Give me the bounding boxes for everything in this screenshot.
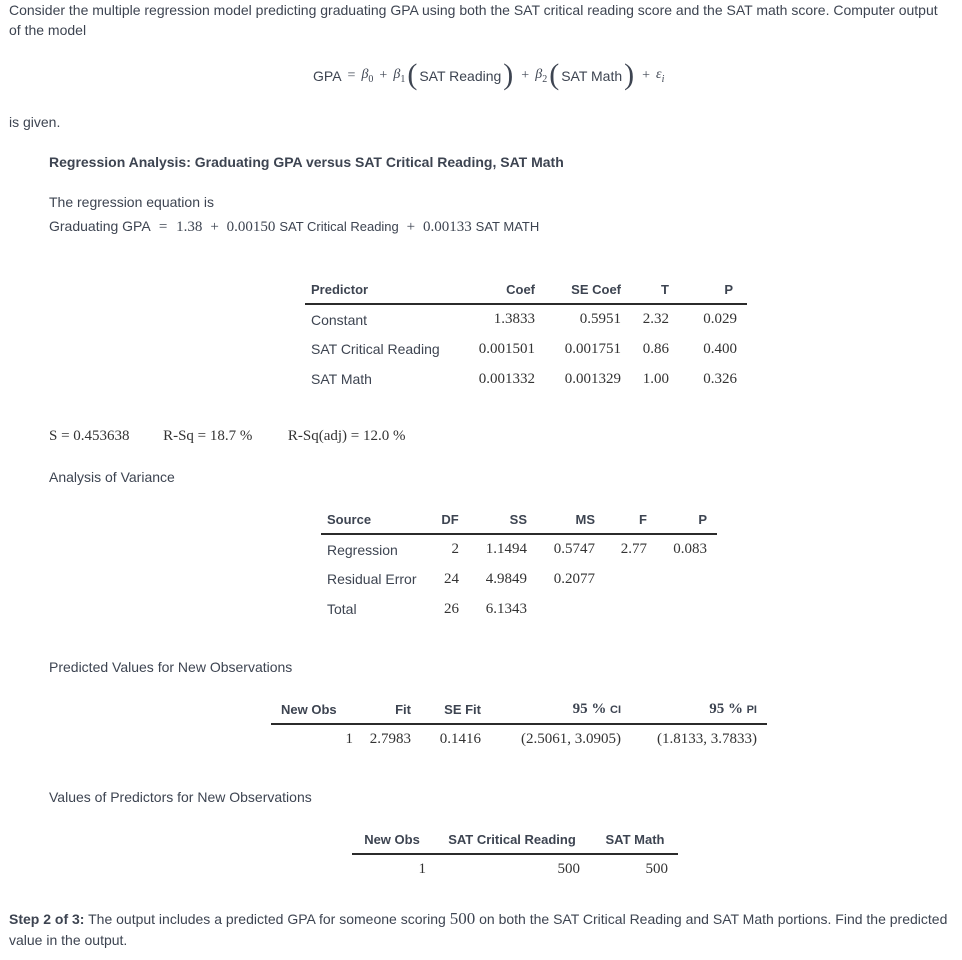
eq-var-math: SAT MATH <box>475 219 540 234</box>
output-heading: Regression Analysis: Graduating GPA versus SAT Critical Reading, SAT Math <box>49 154 564 170</box>
table-row <box>271 724 767 754</box>
beta-1: $\beta_1$ <box>393 67 406 85</box>
cell-p: 0.029 <box>703 311 737 327</box>
col-header-fit: Fit <box>395 702 411 717</box>
cell-ms: 0.2077 <box>553 570 595 587</box>
stat-s: S = 0.453638 <box>49 428 130 444</box>
regression-equation <box>49 218 539 236</box>
eq-var-reading: SAT Critical Reading <box>279 219 399 234</box>
stat-rsq: R-Sq = 18.7 % <box>163 428 253 444</box>
cell-source: Total <box>327 601 357 617</box>
col-header-source: Source <box>327 512 372 527</box>
cell-predictor: SAT Critical Reading <box>311 341 440 357</box>
model-var-math: SAT Math <box>561 68 623 84</box>
fit-statistics <box>49 428 405 445</box>
col-header-ci: 95 % CI <box>572 701 621 717</box>
cell-ci: (2.5061, 3.0905) <box>521 731 621 747</box>
step-label: Step 2 of 3: <box>9 911 85 927</box>
eq-lhs: Graduating GPA <box>49 218 150 234</box>
table-row <box>305 304 747 334</box>
model-lhs: GPA <box>313 68 342 84</box>
col-header-ms: MS <box>575 512 595 527</box>
col-header-ss: SS <box>509 512 527 527</box>
step-prompt <box>9 908 949 951</box>
cell-ss: 6.1343 <box>485 600 527 617</box>
cell-coef: 0.001501 <box>478 340 535 357</box>
eq-coef-math: 0.00133 <box>423 219 472 235</box>
eq-equals: = <box>158 219 168 235</box>
cell-se-coef: 0.001329 <box>564 370 621 387</box>
col-header-sat-critical-reading: SAT Critical Reading <box>448 832 576 847</box>
cell-se-coef: 0.5951 <box>579 311 621 327</box>
model-plus: + <box>521 68 530 83</box>
cell-df: 2 <box>451 541 459 557</box>
cell-p: 0.326 <box>703 370 737 387</box>
epsilon: $\varepsilon_i$ <box>656 67 665 85</box>
beta-0: $\beta_0$ <box>361 67 374 85</box>
cell-new-obs: 1 <box>418 861 426 877</box>
cell-df: 24 <box>444 570 459 587</box>
col-header-t: T <box>661 282 669 297</box>
close-paren: ) <box>503 58 514 91</box>
cell-t: 0.86 <box>642 340 669 357</box>
eq-plus: + <box>406 219 416 235</box>
col-header-predictor: Predictor <box>311 282 369 297</box>
intro-text: Consider the multiple regression model predicting graduating GPA using both the SAT critical reading score and the SAT math score. Computer output of the model <box>9 2 938 38</box>
close-paren: ) <box>624 58 635 91</box>
table-row <box>305 334 747 364</box>
cell-new-obs: 1 <box>345 731 353 747</box>
cell-df: 26 <box>444 600 459 617</box>
col-header-p: P <box>724 282 733 297</box>
table-row <box>305 364 747 394</box>
open-paren: ( <box>549 58 560 91</box>
cell-ms <box>527 594 595 624</box>
cell-ss: 1.1494 <box>485 541 527 557</box>
cell-pi: (1.8133, 3.7833) <box>657 731 757 747</box>
model-equation <box>313 60 664 92</box>
col-header-p: P <box>698 512 707 527</box>
model-plus: + <box>379 68 388 83</box>
cell-predictor: SAT Math <box>311 371 372 387</box>
cell-t: 1.00 <box>642 370 669 387</box>
table-row <box>321 564 717 594</box>
cell-f <box>595 594 647 624</box>
col-header-df: DF <box>441 512 459 527</box>
eq-plus: + <box>210 219 219 235</box>
cell-sat-math: 500 <box>645 861 668 877</box>
table-row <box>321 534 717 564</box>
predicted-values-table <box>271 696 767 754</box>
col-header-new-obs: New Obs <box>364 832 420 847</box>
step-text-after: on both the SAT Critical Reading and SAT Math portions. Find the predicted value in the output. <box>9 911 948 948</box>
cell-sat-critical-reading: 500 <box>557 861 580 877</box>
cell-f <box>595 564 647 594</box>
cell-source: Residual Error <box>327 571 417 587</box>
model-equals: = <box>347 68 356 83</box>
cell-predictor: Constant <box>311 311 368 328</box>
table-row <box>352 854 678 884</box>
cell-coef: 1.3833 <box>493 311 535 327</box>
regression-equation-label: The regression equation is <box>49 194 214 210</box>
cell-fit: 2.7983 <box>369 731 411 747</box>
table-row <box>321 594 717 624</box>
eq-intercept: 1.38 <box>176 219 203 235</box>
open-paren: ( <box>407 58 418 91</box>
eq-coef-reading: 0.00150 <box>226 219 276 235</box>
step-text: The output includes a predicted GPA for someone scoring <box>84 911 450 927</box>
step-value: 500 <box>449 909 476 928</box>
anova-label: Analysis of Variance <box>49 469 175 485</box>
beta-2: $\beta_2$ <box>535 67 548 85</box>
model-plus: + <box>642 68 651 83</box>
cell-se-coef: 0.001751 <box>564 340 621 357</box>
cell-p: 0.400 <box>703 340 737 357</box>
col-header-se-coef: SE Coef <box>571 282 621 297</box>
predicted-values-label: Predicted Values for New Observations <box>49 659 293 675</box>
cell-ss: 4.9849 <box>485 570 527 587</box>
col-header-se-fit: SE Fit <box>444 702 481 717</box>
stat-rsq-adj: R-Sq(adj) = 12.0 % <box>287 428 406 444</box>
col-header-sat-math: SAT Math <box>605 832 665 847</box>
model-var-reading: SAT Reading <box>419 68 502 84</box>
col-header-coef: Coef <box>506 282 535 297</box>
col-header-f: F <box>639 512 647 527</box>
coefficient-table <box>305 276 747 394</box>
cell-f: 2.77 <box>620 541 647 557</box>
cell-ms: 0.5747 <box>553 541 595 557</box>
cell-source: Regression <box>327 541 398 558</box>
predictor-values-table <box>352 826 678 884</box>
cell-t: 2.32 <box>642 311 669 327</box>
cell-se-fit: 0.1416 <box>439 731 481 747</box>
given-text: is given. <box>9 114 61 130</box>
cell-p <box>647 594 717 624</box>
col-header-pi: 95 % PI <box>709 701 757 717</box>
predictor-values-label: Values of Predictors for New Observations <box>49 789 312 805</box>
cell-coef: 0.001332 <box>478 370 535 387</box>
cell-p <box>647 564 717 594</box>
cell-p: 0.083 <box>673 541 707 557</box>
anova-table <box>321 506 717 624</box>
col-header-new-obs: New Obs <box>281 702 337 717</box>
